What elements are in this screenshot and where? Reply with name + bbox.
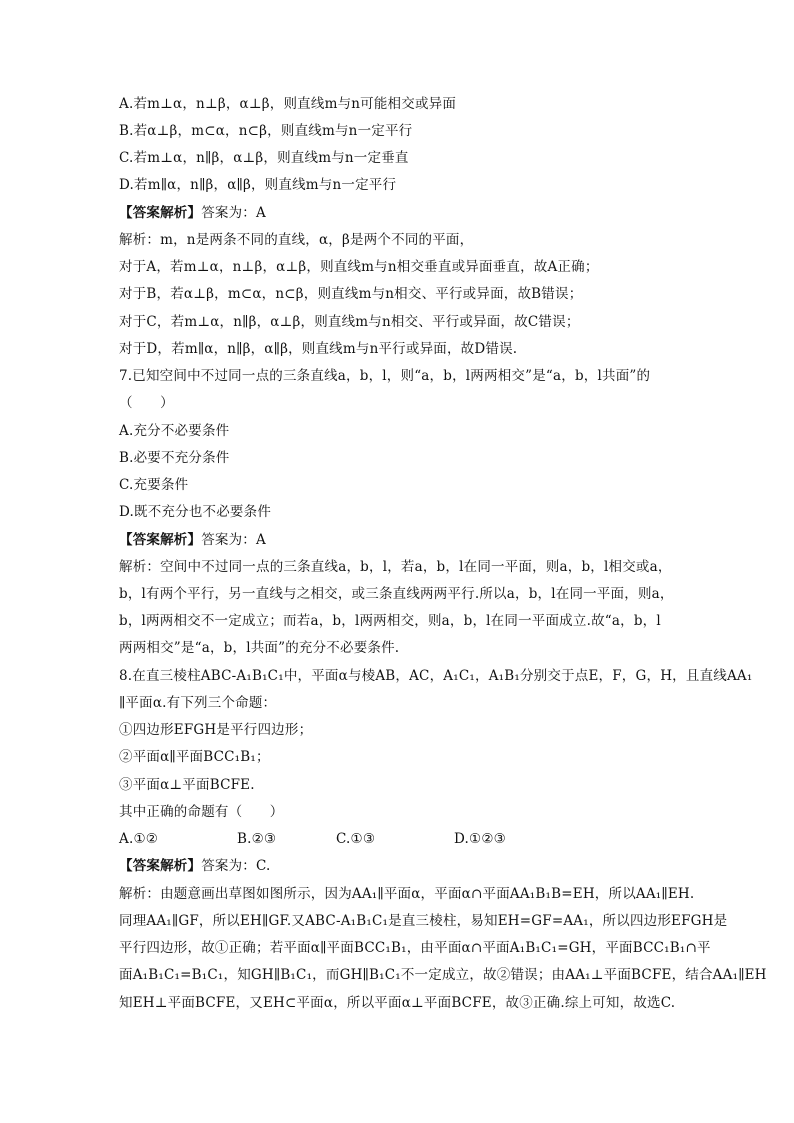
option-a: A.①② bbox=[119, 831, 159, 847]
question-7: 7.已知空间中不过同一点的三条直线a，b，l，则“a，b，l两两相交”是“a，b，l共面”的 bbox=[119, 368, 651, 384]
answer-line bbox=[119, 203, 719, 223]
question-8-prompt: 其中正确的命题有（ ） bbox=[119, 804, 284, 820]
option-c: C.若m⊥α，n∥β，α⊥β，则直线m与n一定垂直 bbox=[119, 150, 409, 166]
analysis-line: 对于B，若α⊥β，m⊂α，n⊂β，则直线m与n相交、平行或异面，故B错误； bbox=[119, 286, 583, 302]
analysis-line: 解析：m，n是两条不同的直线，α，β是两个不同的平面， bbox=[119, 232, 474, 248]
analysis-line: b，l有两个平行，另一直线与之相交，或三条直线两两平行.所以a，b，l在同一平面，则a， bbox=[119, 586, 674, 602]
question-8: ∥平面α.有下列三个命题： bbox=[119, 695, 277, 711]
answer-label: 【答案解析】 bbox=[119, 532, 202, 548]
option-d: D.既不充分也不必要条件 bbox=[119, 504, 272, 520]
proposition: ②平面α∥平面BCC₁B₁； bbox=[119, 749, 270, 765]
option-b: B.若α⊥β，m⊂α，n⊂β，则直线m与n一定平行 bbox=[119, 123, 413, 139]
analysis-line: 对于D，若m∥α，n∥β，α∥β，则直线m与n平行或异面，故D错误. bbox=[119, 341, 518, 357]
option-d: D.若m∥α，n∥β，α∥β，则直线m与n一定平行 bbox=[119, 177, 397, 193]
option-d: D.①②③ bbox=[454, 831, 506, 847]
question-8: 8.在直三棱柱ABC-A₁B₁C₁中，平面α与棱AB，AC，A₁C₁，A₁B₁分别交于点E，F，G，H，且直线AA₁ bbox=[119, 668, 753, 684]
analysis-line: b，l两两相交不一定成立；而若a，b，l两两相交，则a，b，l在同一平面成立.故“a，b，l bbox=[119, 613, 661, 629]
analysis-line: 对于C，若m⊥α，n∥β，α⊥β，则直线m与n相交、平行或异面，故C错误； bbox=[119, 314, 580, 330]
proposition: ①四边形EFGH是平行四边形； bbox=[119, 722, 313, 738]
question-7-blank: （ ） bbox=[119, 395, 174, 411]
analysis-line: 同理AA₁∥GF，所以EH∥GF.又ABC-A₁B₁C₁是直三棱柱，易知EH=GF=AA₁，所以四边形EFGH是 bbox=[119, 913, 728, 929]
answer-label: 【答案解析】 bbox=[119, 205, 202, 221]
answer-line bbox=[119, 530, 719, 550]
analysis-line: 两两相交”是“a，b，l共面”的充分不必要条件. bbox=[119, 640, 400, 656]
analysis-line: 平行四边形，故①正确；若平面α∥平面BCC₁B₁，由平面α∩平面A₁B₁C₁=GH，平面BCC₁B₁∩平 bbox=[119, 940, 711, 956]
answer-text: 答案为：A bbox=[201, 205, 266, 221]
analysis-line: 对于A，若m⊥α，n⊥β，α⊥β，则直线m与n相交垂直或异面垂直，故A正确； bbox=[119, 259, 599, 275]
option-c: C.充要条件 bbox=[119, 477, 189, 493]
answer-text: 答案为：A bbox=[201, 532, 266, 548]
option-b: B.②③ bbox=[237, 831, 277, 847]
answer-label: 【答案解析】 bbox=[119, 858, 202, 874]
option-c: C.①③ bbox=[336, 831, 376, 847]
option-a: A.若m⊥α，n⊥β，α⊥β，则直线m与n可能相交或异面 bbox=[119, 96, 457, 112]
analysis-line: 解析：由题意画出草图如图所示，因为AA₁∥平面α，平面α∩平面AA₁B₁B=EH，所以AA₁∥EH. bbox=[119, 886, 695, 902]
answer-line bbox=[119, 856, 719, 876]
analysis-line: 解析：空间中不过同一点的三条直线a，b，l，若a，b，l在同一平面，则a，b，l相交或a， bbox=[119, 559, 672, 575]
answer-text: 答案为：C. bbox=[201, 858, 271, 874]
analysis-line: 面A₁B₁C₁=B₁C₁，知GH∥B₁C₁，而GH∥B₁C₁不一定成立，故②错误；由AA₁⊥平面BCFE，结合AA₁∥EH bbox=[119, 967, 767, 983]
proposition: ③平面α⊥平面BCFE. bbox=[119, 777, 255, 793]
analysis-line: 知EH⊥平面BCFE，又EH⊂平面α，所以平面α⊥平面BCFE，故③正确.综上可知，故选C. bbox=[119, 995, 676, 1011]
option-b: B.必要不充分条件 bbox=[119, 450, 230, 466]
option-a: A.充分不必要条件 bbox=[119, 423, 230, 439]
